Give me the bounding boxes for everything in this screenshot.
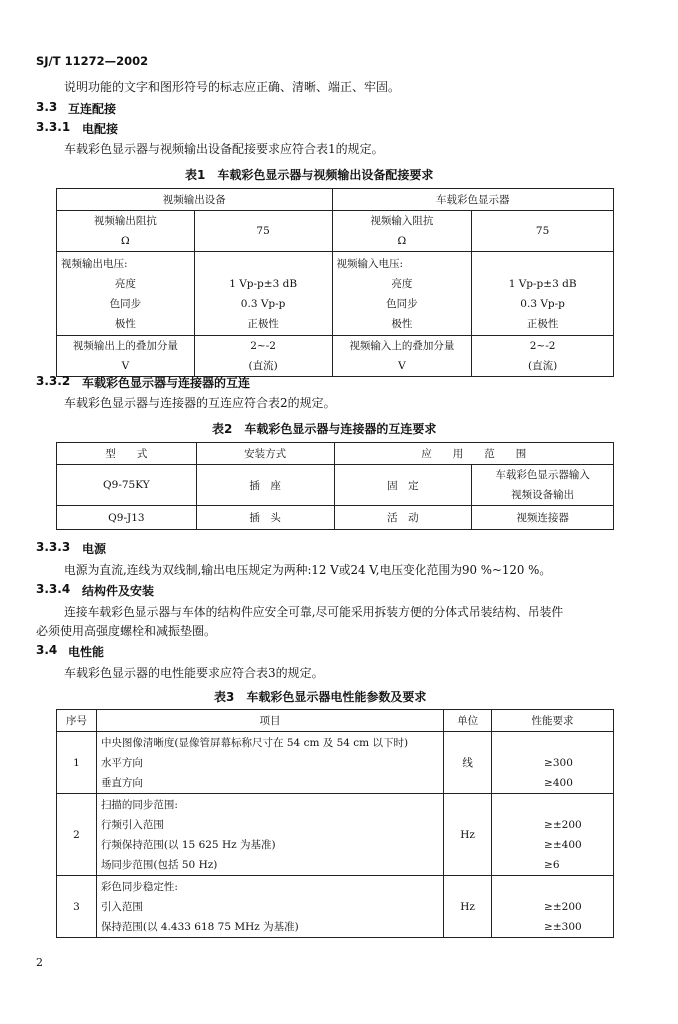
- table3-cell: ≥±200 ≥±300: [492, 876, 614, 938]
- section-3-3-3-title: 电源: [82, 542, 107, 556]
- table2-cell: 活 动: [334, 506, 472, 530]
- table3-cell: Hz: [444, 794, 492, 876]
- section-3-3-2-text: 车载彩色显示器与连接器的互连应符合表2的规定。: [64, 396, 336, 410]
- table3-header: 序号: [57, 710, 97, 732]
- table3-cell: 彩色同步稳定性: 引入范围 保持范围(以 4.433 618 75 MHz 为基准): [96, 876, 443, 938]
- table3-cell: 2: [57, 794, 97, 876]
- table3-header: 单位: [444, 710, 492, 732]
- table2-header: 应 用 范 围: [334, 443, 613, 465]
- page-number: 2: [36, 956, 43, 969]
- table2-cell: Q9-J13: [57, 506, 197, 530]
- table3-cell: 1: [57, 732, 97, 794]
- table2-cell: 插 头: [196, 506, 334, 530]
- section-3-4-text: 车载彩色显示器的电性能要求应符合表3的规定。: [64, 666, 324, 680]
- table1-head-right: 车载彩色显示器: [332, 189, 614, 211]
- standard-header: SJ/T 11272—2002: [36, 54, 149, 68]
- table3-header: 项目: [96, 710, 443, 732]
- table1-cell: 视频输出阻抗 Ω: [57, 211, 195, 252]
- section-3-3-3-number: 3.3.3: [36, 540, 71, 554]
- section-3-3-number: 3.3: [36, 100, 58, 114]
- table1-cell: 1 Vp-p±3 dB 0.3 Vp-p 正极性: [472, 252, 614, 336]
- table1-cell: 视频输入电压: 亮度 色同步 极性: [332, 252, 472, 336]
- table1-cell: 视频输入阻抗 Ω: [332, 211, 472, 252]
- table1-caption: 表1 车载彩色显示器与视频输出设备配接要求: [185, 168, 434, 182]
- table3-cell: 扫描的同步范围: 行频引入范围 行频保持范围(以 15 625 Hz 为基准) 场同步范围(包括 50 Hz): [96, 794, 443, 876]
- table1-cell: 1 Vp-p±3 dB 0.3 Vp-p 正极性: [194, 252, 332, 336]
- table3-caption: 表3 车载彩色显示器电性能参数及要求: [214, 690, 427, 704]
- section-3-3-4-number: 3.3.4: [36, 582, 71, 596]
- table2-header: 型 式: [57, 443, 197, 465]
- table2-cell: 视频连接器: [472, 506, 614, 530]
- table1-head-left: 视频输出设备: [57, 189, 333, 211]
- section-3-4-title: 电性能: [68, 645, 105, 659]
- table2-cell: 固 定: [334, 465, 472, 506]
- section-3-3-2-title: 车载彩色显示器与连接器的互连: [82, 376, 251, 390]
- table3-cell: 中央图像清晰度(显像管屏幕标称尺寸在 54 cm 及 54 cm 以下时) 水平方向 垂直方向: [96, 732, 443, 794]
- table3-cell: 线: [444, 732, 492, 794]
- section-3-3-3-text: 电源为直流,连线为双线制,输出电压规定为两种:12 V或24 V,电压变化范围为90 %~120 %。: [64, 563, 552, 577]
- section-3-3-title: 互连配接: [68, 102, 117, 116]
- section-3-3-4-text-1: 连接车载彩色显示器与车体的结构件应安全可靠,尽可能采用拆装方便的分体式吊装结构、吊装件: [64, 605, 564, 619]
- table1-cell: 75: [472, 211, 614, 252]
- intro-line: 说明功能的文字和图形符号的标志应正确、清晰、端正、牢固。: [64, 80, 401, 94]
- section-3-3-4-title: 结构件及安装: [82, 584, 155, 598]
- section-3-4-number: 3.4: [36, 643, 58, 657]
- table3-cell: ≥±200 ≥±400 ≥6: [492, 794, 614, 876]
- table2-cell: Q9-75KY: [57, 465, 197, 506]
- table1-cell: 75: [194, 211, 332, 252]
- table1-cell: 2~-2 (直流): [472, 336, 614, 377]
- table2-caption: 表2 车载彩色显示器与连接器的互连要求: [212, 422, 437, 436]
- table3: [56, 709, 614, 938]
- section-3-3-1-title: 电配接: [82, 122, 119, 136]
- table2: [56, 442, 614, 530]
- table1-cell: 视频输出上的叠加分量 V: [57, 336, 195, 377]
- section-3-3-4-text-2: 必须使用高强度螺栓和减振垫圈。: [36, 624, 217, 638]
- table3-cell: ≥300 ≥400: [492, 732, 614, 794]
- table2-cell: 车载彩色显示器输入 视频设备输出: [472, 465, 614, 506]
- section-3-3-2-number: 3.3.2: [36, 374, 71, 388]
- section-3-3-1-number: 3.3.1: [36, 120, 71, 134]
- table1-cell: 2~-2 (直流): [194, 336, 332, 377]
- table2-cell: 插 座: [196, 465, 334, 506]
- table3-cell: Hz: [444, 876, 492, 938]
- table3-header: 性能要求: [492, 710, 614, 732]
- table1: [56, 188, 614, 377]
- table1-cell: 视频输入上的叠加分量 V: [332, 336, 472, 377]
- table2-header: 安装方式: [196, 443, 334, 465]
- table1-cell: 视频输出电压: 亮度 色同步 极性: [57, 252, 195, 336]
- section-3-3-1-text: 车载彩色显示器与视频输出设备配接要求应符合表1的规定。: [64, 142, 384, 156]
- table3-cell: 3: [57, 876, 97, 938]
